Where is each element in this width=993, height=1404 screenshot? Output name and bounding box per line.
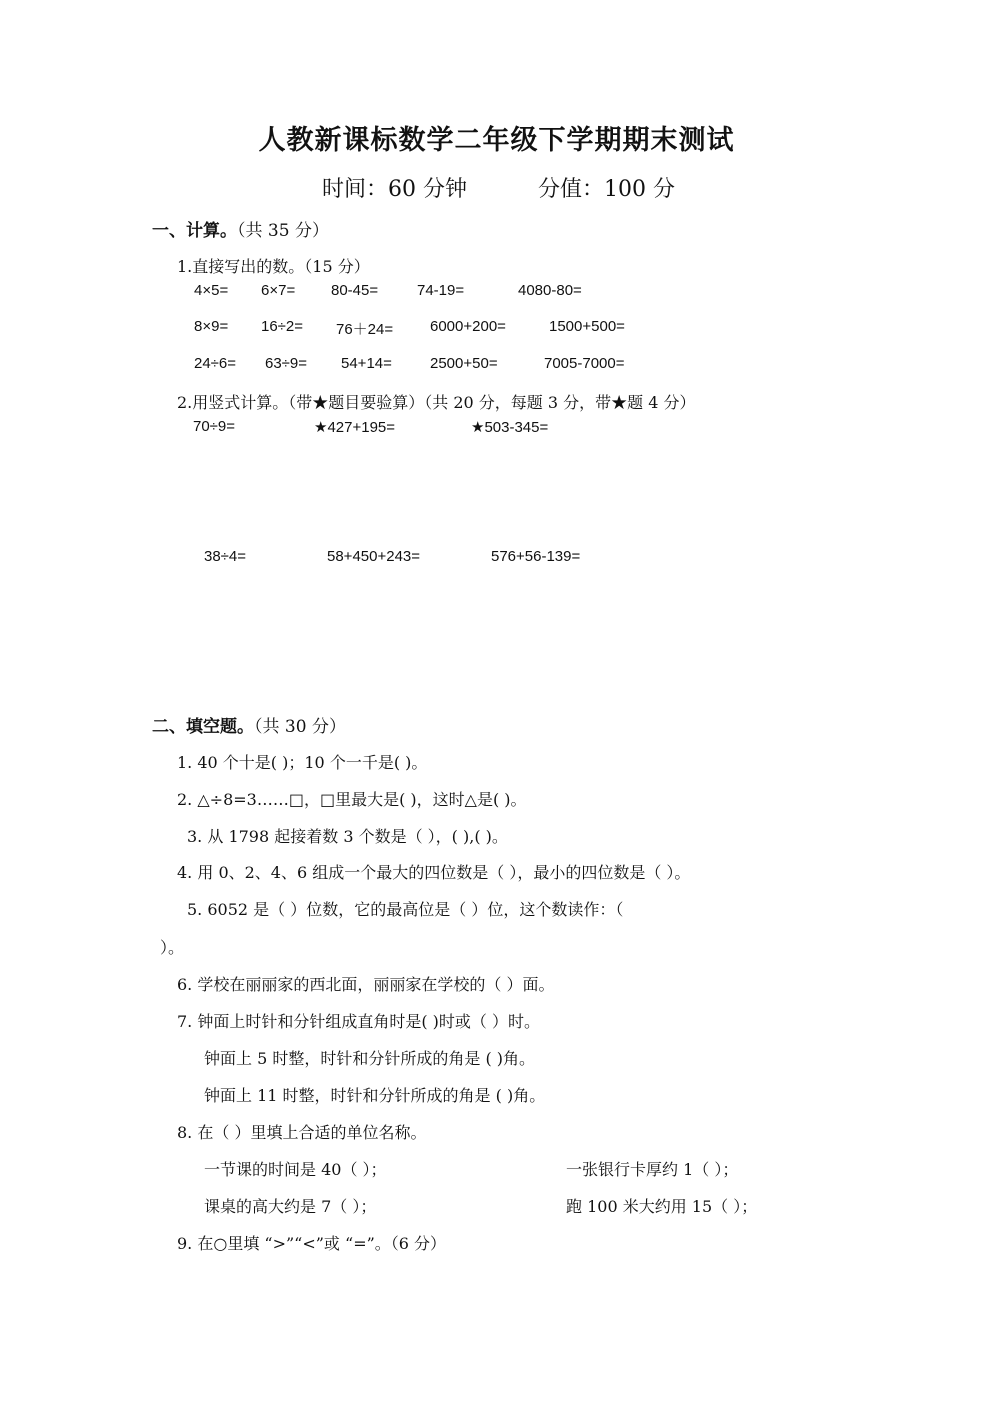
calc-item: 24÷6= [194, 355, 237, 372]
calc-item: 63÷9= [265, 355, 308, 372]
calc-item: 1500+500= [549, 318, 625, 335]
fill-question-1: 1. 40 个十是( )；10 个一千是( )。 [177, 753, 428, 772]
calc-item: 2500+50= [430, 355, 498, 372]
calc-item: 76＋24= [336, 321, 394, 338]
calc-item: 4×5= [194, 282, 229, 299]
calc-item: 6000+200= [430, 318, 506, 335]
calc-item: 8×9= [194, 318, 229, 335]
fill-question-7: 7. 钟面上时针和分针组成直角时是( )时或（ ）时。 [177, 1012, 541, 1031]
vertical-calc-item: 70÷9= [193, 418, 236, 435]
exam-score: 分值：100 分 [538, 177, 675, 202]
page-title: 人教新课标数学二年级下学期期末测试 [258, 125, 735, 156]
section-1-heading [152, 216, 329, 241]
fill-question-8c: 课桌的高大约是 7（ ）； [204, 1197, 377, 1216]
question-1-1-label: 1.直接写出的数。（15 分） [177, 257, 370, 276]
exam-time: 时间：60 分钟 [322, 177, 467, 202]
calc-item: 7005-7000= [544, 355, 625, 372]
section-2-points: （共 30 分） [254, 717, 346, 737]
fill-question-8d: 跑 100 米大约用 15（ ）； [566, 1197, 758, 1216]
calc-item: 6×7= [261, 282, 296, 299]
fill-question-8b: 一张银行卡厚约 1（ ）； [566, 1160, 739, 1179]
vertical-calc-item: ★427+195= [314, 419, 396, 436]
section-2-heading [152, 712, 346, 737]
fill-question-4: 4. 用 0、2、4、6 组成一个最大的四位数是（ ），最小的四位数是（ ）。 [177, 863, 691, 882]
fill-question-7a: 钟面上 5 时整，时针和分针所成的角是 ( )角。 [204, 1049, 536, 1068]
calc-item: 80-45= [331, 282, 379, 299]
fill-question-5-continued: ）。 [160, 938, 185, 957]
vertical-calc-item: 576+56-139= [491, 548, 581, 565]
vertical-calc-item: 38÷4= [204, 548, 247, 565]
fill-question-2: 2. △÷8=3……□，□里最大是( )，这时△是( )。 [177, 790, 527, 809]
question-1-2-label: 2.用竖式计算。（带★题目要验算）（共 20 分，每题 3 分，带★题 4 分） [177, 393, 696, 412]
vertical-calc-item: 58+450+243= [327, 548, 421, 565]
calc-item: 74-19= [417, 282, 465, 299]
section-2-title: 二、填空题。 [152, 717, 254, 737]
fill-question-5: 5. 6052 是（ ）位数，它的最高位是（ ）位，这个数读作：（ [187, 900, 624, 919]
fill-question-6: 6. 学校在丽丽家的西北面，丽丽家在学校的（ ）面。 [177, 975, 555, 994]
calc-item: 16÷2= [261, 318, 304, 335]
vertical-calc-item: ★503-345= [471, 419, 549, 436]
section-1-title: 一、计算。 [152, 221, 237, 241]
fill-question-8a: 一节课的时间是 40（ ）； [204, 1160, 387, 1179]
fill-question-7b: 钟面上 11 时整，时针和分针所成的角是 ( )角。 [204, 1086, 546, 1105]
fill-question-3: 3. 从 1798 起接着数 3 个数是（ ），( ),( )。 [187, 827, 508, 846]
fill-question-9: 9. 在○里填 “>”“<”或 “=”。（6 分） [177, 1234, 447, 1253]
fill-question-8: 8. 在（ ）里填上合适的单位名称。 [177, 1123, 427, 1142]
section-1-points: （共 35 分） [237, 221, 329, 241]
calc-item: 54+14= [341, 355, 392, 372]
calc-item: 4080-80= [518, 282, 582, 299]
